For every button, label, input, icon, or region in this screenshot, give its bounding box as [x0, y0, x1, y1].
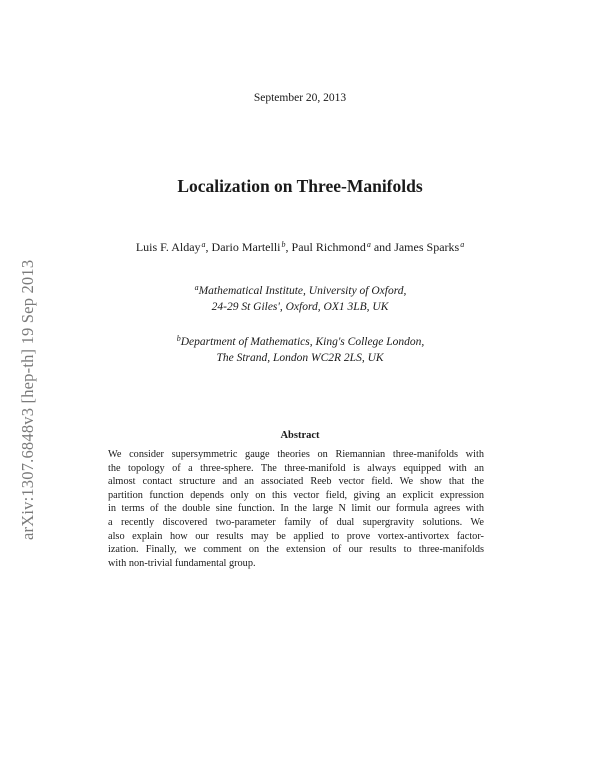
affiliation-block-b — [0, 331, 600, 366]
abstract-line: almost contact structure and an associated Reeb vector field. We show that the — [108, 476, 484, 488]
affiliation-line — [0, 331, 600, 350]
affiliation-mark: a — [460, 240, 465, 249]
affiliation-line — [0, 280, 600, 299]
affiliation-mark: a — [201, 240, 206, 249]
abstract-heading: Abstract — [280, 430, 320, 441]
abstract-line: ization. Finally, we comment on the extension of our results to three-manifolds — [108, 544, 484, 556]
affiliation-block-a — [0, 280, 600, 315]
affiliation-line: The Strand, London WC2R 2LS, UK — [216, 352, 384, 364]
affiliation-text: Department of Mathematics, King's College London, — [180, 336, 425, 348]
abstract-line: partition function depends only on this vector field, giving an explicit expression — [108, 489, 484, 501]
affiliation-text: Mathematical Institute, University of Oxford, — [198, 285, 407, 297]
author-separator: , — [285, 240, 292, 254]
author-name: Paul Richmond — [291, 240, 366, 254]
paper-date: September 20, 2013 — [253, 92, 347, 104]
abstract-line: in terms of the double sine function. In the large N limit our formula agrees with — [108, 503, 484, 515]
affiliation-line: 24-29 St Giles', Oxford, OX1 3LB, UK — [211, 301, 389, 313]
author-name: Luis F. Alday — [135, 240, 201, 254]
arxiv-identifier-stamp: arXiv:1307.6848v3 [hep-th] 19 Sep 2013 — [18, 259, 37, 540]
author-name: Dario Martelli — [211, 240, 281, 254]
affiliation-mark: a — [194, 283, 199, 292]
abstract-line: with non-trivial fundamental group. — [108, 557, 256, 569]
author-list — [0, 240, 600, 255]
author-separator: , — [205, 240, 212, 254]
author-name: James Sparks — [394, 240, 460, 254]
affiliation-mark: b — [176, 334, 181, 343]
affiliation-mark: b — [281, 240, 286, 249]
author-separator: and — [370, 240, 395, 254]
abstract-line: also explain how our results may be applied to prove vortex-antivortex factor- — [108, 530, 484, 542]
abstract-body — [108, 448, 484, 570]
abstract-line: the topology of a three-sphere. The three-manifold is always equipped with an — [108, 462, 484, 474]
affiliation-mark: a — [366, 240, 371, 249]
abstract-line: a recently discovered two-parameter family of dual supergravity solutions. We — [108, 516, 484, 528]
paper-title: Localization on Three-Manifolds — [177, 176, 423, 196]
abstract-line: We consider supersymmetric gauge theories on Riemannian three-manifolds with — [108, 449, 484, 460]
